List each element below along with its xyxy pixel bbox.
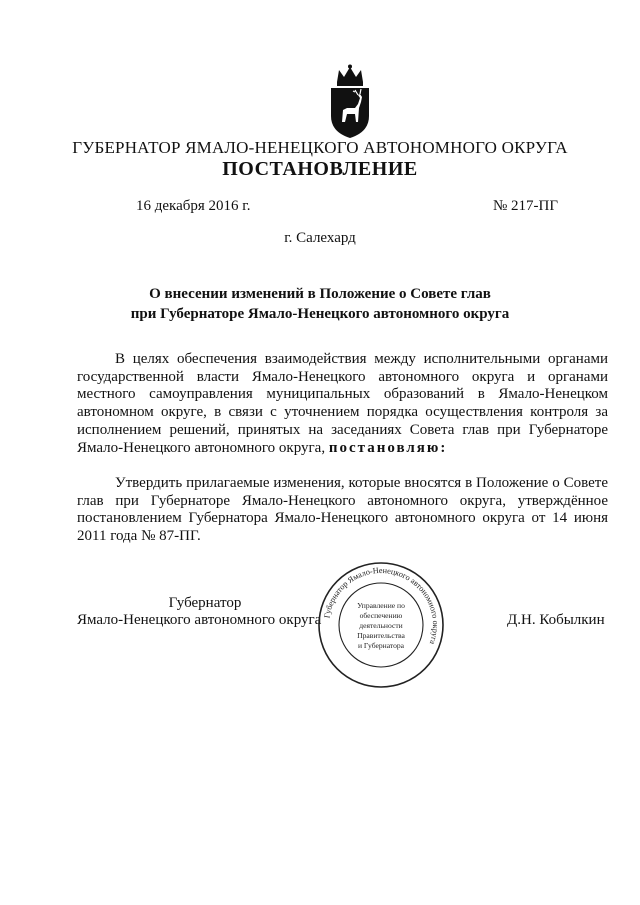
subject-line-2: при Губернаторе Ямало-Ненецкого автономного округа <box>130 306 510 322</box>
body-paragraph-2 <box>77 475 608 546</box>
document-subject <box>0 284 640 324</box>
document-date: 16 декабря 2016 г. <box>136 198 251 214</box>
stamp-line-5: и Губернатора <box>357 641 405 650</box>
stamp-ring-text: Губернатор Ямало-Ненецкого автономного округа <box>322 565 441 646</box>
document-type: ПОСТАНОВЛЕНИЕ <box>222 158 418 180</box>
stamp-line-3: деятельности <box>359 621 403 630</box>
resolution-keyword: постановляю: <box>328 439 448 456</box>
document-number: № 217-ПГ <box>493 198 559 214</box>
stamp-line-1: Управление по <box>357 601 405 610</box>
stamp-line-2: обеспечению <box>359 611 403 620</box>
signer-name: Д.Н. Кобылкин <box>507 612 605 628</box>
subject-line-1: О внесении изменений в Положение о Совете глав <box>149 286 491 302</box>
signer-title-line-1: Губернатор <box>168 595 242 611</box>
official-stamp <box>316 560 446 690</box>
paragraph-1-text: В целях обеспечения взаимодействия между исполнительными органами государственной власти Ямало-Ненецкого автономного округа и органами местного самоуправления муниципальных образований в Ямало-Ненецком автономном округе, в связи с уточнением порядка осуществления контроля за исполнением решений, принятых на заседаниях Совета глав при Губернаторе Ямало-Ненецкого автономного округа, <box>77 351 608 456</box>
document-city: г. Салехард <box>284 230 356 246</box>
governor-title: ГУБЕРНАТОР ЯМАЛО-НЕНЕЦКОГО АВТОНОМНОГО ОКРУГА <box>72 138 568 157</box>
body-paragraph-1 <box>77 351 608 457</box>
signer-title-line-2: Ямало-Ненецкого автономного округа <box>77 612 322 628</box>
stamp-line-4: Правительства <box>357 631 405 640</box>
paragraph-2-text: Утвердить прилагаемые изменения, которые вносятся в Положение о Совете глав при Губернаторе Ямало-Ненецкого автономного округа, утверждённое постановлением Губернатора Ямало-Ненецкого автономного округа от 14 июня 2011 года № 87-ПГ. <box>77 475 608 545</box>
coat-of-arms-icon <box>325 64 375 140</box>
